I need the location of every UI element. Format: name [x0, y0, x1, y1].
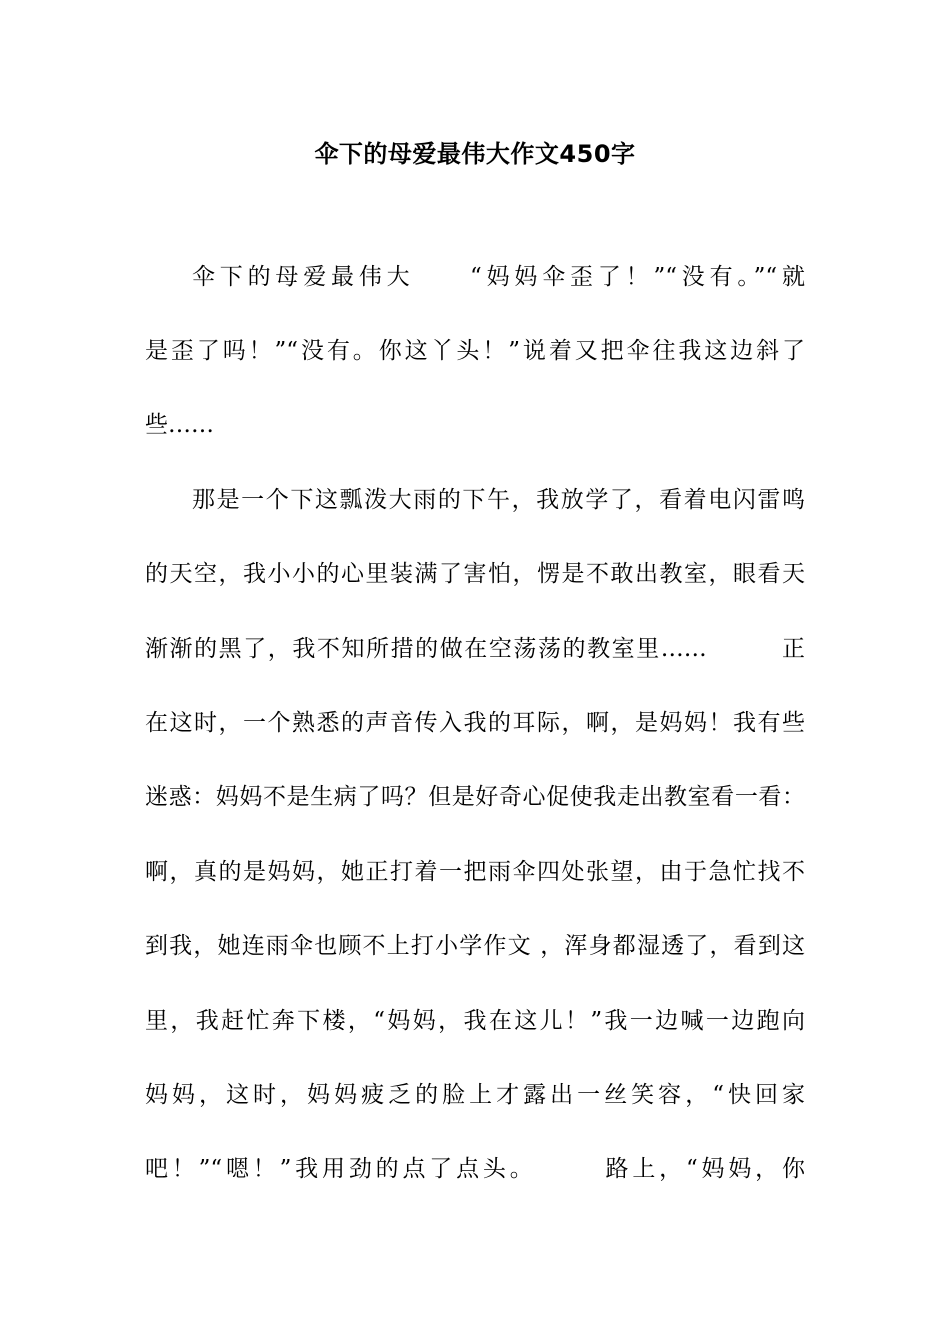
paragraph-line: 里，我赶忙奔下楼，“妈妈，我在这儿！”我一边喊一边跑向 [145, 1008, 805, 1034]
document-title: 伞下的母爱最伟大作文450字 [314, 140, 636, 168]
paragraph-line: 伞下的母爱最伟大 “妈妈伞歪了！”“没有。”“就 [192, 264, 805, 290]
paragraph-line: 是歪了吗！”“没有。你这丫头！”说着又把伞往我这边斜了 [145, 338, 805, 364]
paragraph-line: 那是一个下这瓢泼大雨的下午，我放学了，看着电闪雷鸣 [192, 487, 805, 513]
paragraph-line: 迷惑：妈妈不是生病了吗？但是好奇心促使我走出教室看一看： [145, 784, 805, 810]
paragraph-line: 妈妈，这时，妈妈疲乏的脸上才露出一丝笑容，“快回家 [145, 1082, 805, 1108]
paragraph-line: 啊，真的是妈妈，她正打着一把雨伞四处张望，由于急忙找不 [145, 859, 805, 885]
paragraph-line: 些…… [145, 412, 214, 438]
paragraph-line: 渐渐的黑了，我不知所措的做在空荡荡的教室里…… 正 [145, 636, 805, 662]
paragraph-line: 的天空，我小小的心里装满了害怕，愣是不敢出教室，眼看天 [145, 561, 805, 587]
paragraph-line: 吧！”“嗯！”我用劲的点了点头。 路上，“妈妈，你 [145, 1156, 805, 1182]
paragraph-line: 到我，她连雨伞也顾不上打小学作文 ，浑身都湿透了，看到这 [145, 933, 805, 959]
paragraph-line: 在这时，一个熟悉的声音传入我的耳际，啊，是妈妈！我有些 [145, 710, 805, 736]
